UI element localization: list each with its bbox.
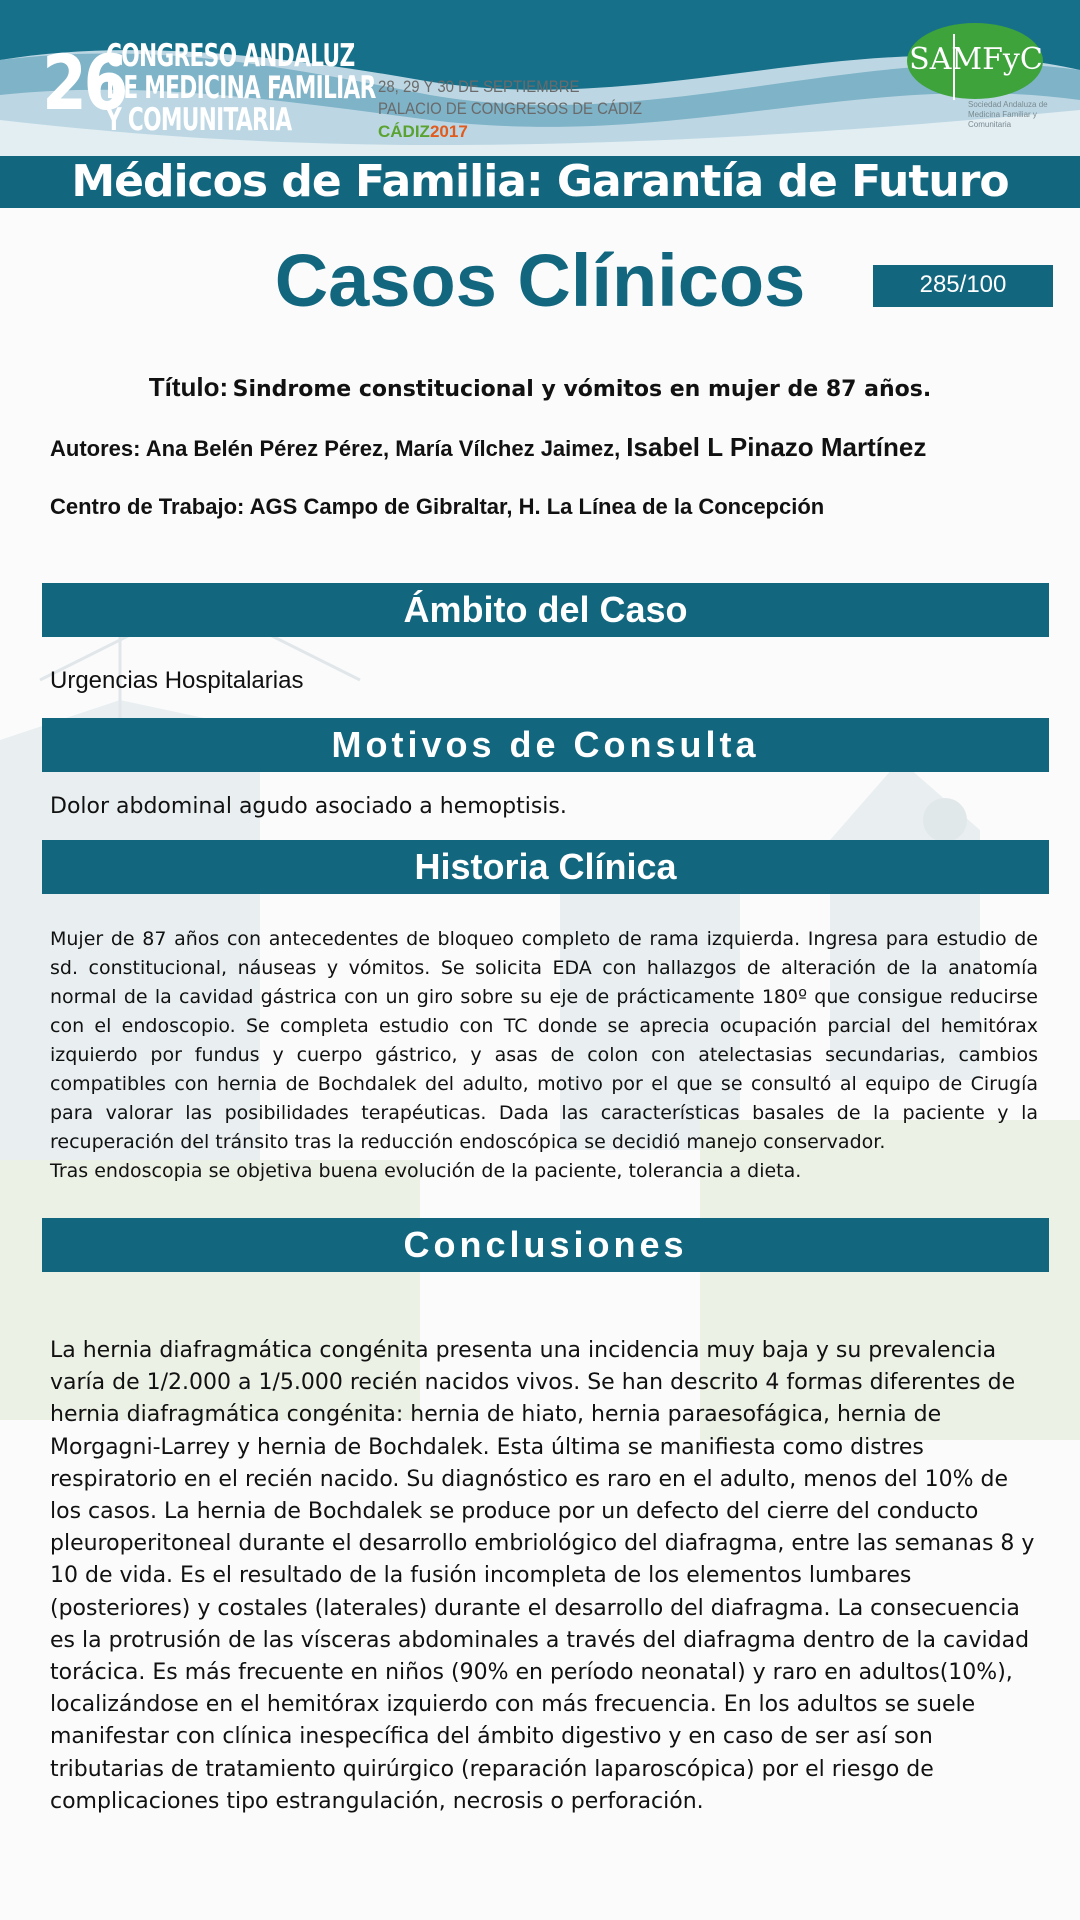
case-title-label: Título: (148, 372, 229, 402)
congress-city: CÁDIZ2017 (378, 122, 468, 141)
slogan-banner: Médicos de Familia: Garantía de Futuro (0, 156, 1080, 208)
workplace-line: Centro de Trabajo: AGS Campo de Gibraltar, H. La Línea de la Concepción (50, 494, 825, 519)
section-heading-motivos: Motivos de Consulta (42, 718, 1049, 772)
congress-name: CONGRESO ANDALUZ DE MEDICINA FAMILIAR Y COMUNITARIA (106, 38, 376, 138)
samfyc-logo-subtitle: Sociedad Andaluza de Medicina Familiar y Comunitaria (968, 100, 1048, 129)
section-text-historia: Mujer de 87 años con antecedentes de bloqueo completo de rama izquierda. Ingresa para estudio de sd. constitucional, náuseas y vómitos. Se solicita EDA con hallazgos de alteración de la anatomía normal de la cavidad gástrica con un giro sobre su eje de prácticamente 180º que consigue reducirse con el endoscopio. Se completa estudio con TC donde se aprecia ocupación parcial del hemitórax izquierdo por fundus y cuerpo gástrico, y asas de colon con atelectasias secundarias, cambios compatibles con hernia de Bochdalek del adulto, motivo por el que se consultó al equipo de Cirugía para valorar las posibilidades terapéuticas. Dada las características basales de la paciente y la recuperación del tránsito tras la reducción endoscópica se decidió manejo conservador. Tras endoscopia se objetiva buena evolución de la paciente, tolerancia a dieta. (50, 928, 1038, 1182)
section-heading-conclusiones: Conclusiones (42, 1218, 1049, 1272)
section-text-ambito: Urgencias Hospitalarias (50, 667, 304, 694)
case-title-value: Sindrome constitucional y vómitos en mujer de 87 años. (232, 377, 932, 402)
samfyc-logo-text: SAMFyC (909, 42, 1043, 77)
authors-line: Autores: Ana Belén Pérez Pérez, María Vílchez Jaimez, Isabel L Pinazo Martínez (50, 432, 927, 462)
section-heading-historia: Historia Clínica (42, 840, 1049, 894)
page-title: Casos Clínicos (274, 239, 806, 322)
case-code-badge: 285/100 (873, 265, 1053, 307)
section-text-conclusiones: La hernia diafragmática congénita presenta una incidencia muy baja y su prevalencia varía de 1/2.000 a 1/5.000 recién nacidos vivos. Se han descrito 4 formas diferentes de hernia diafragmática congénita: hernia de hiato, hernia paraesofágica, hernia de Morgagni-Larrey y hernia de Bochdalek. Esta última se manifiesta como distres respiratorio en el recién nacido. Su diagnóstico es raro en el adulto, menos del 10% de los casos. La hernia de Bochdalek se produce por un defecto del cierre del conducto pleuroperitoneal durante el desarrollo embriológico del diafragma, entre las semanas 8 y 10 de vida. Es el resultado de la fusión incompleta de los elementos lumbares (posteriores) y costales (laterales) durante el desarrollo del diafragma. La consecuencia es la protrusión de las vísceras abdominales a través del diafragma dentro de la cavidad torácica. Es más frecuente en niños (90% en período neonatal) y raro en adultos(10%), localizándose en el hemitórax izquierdo con más frecuencia. En los adultos se suele manifestar con clínica inespecífica del ámbito digestivo y en caso de ser así son tributarias de tratamiento quirúrgico (reparación laparoscópica) por el riesgo de complicaciones tipo estrangulación, necrosis o perforación. (50, 1338, 1035, 1814)
congress-dates: 28, 29 Y 30 DE SEPTIEMBRE PALACIO DE CONGRESOS DE CÁDIZ (378, 77, 643, 118)
section-text-motivos: Dolor abdominal agudo asociado a hemoptisis. (50, 794, 567, 819)
congress-number: 26 (42, 38, 126, 127)
case-title (0, 372, 1080, 403)
section-heading-ambito: Ámbito del Caso (42, 583, 1049, 637)
